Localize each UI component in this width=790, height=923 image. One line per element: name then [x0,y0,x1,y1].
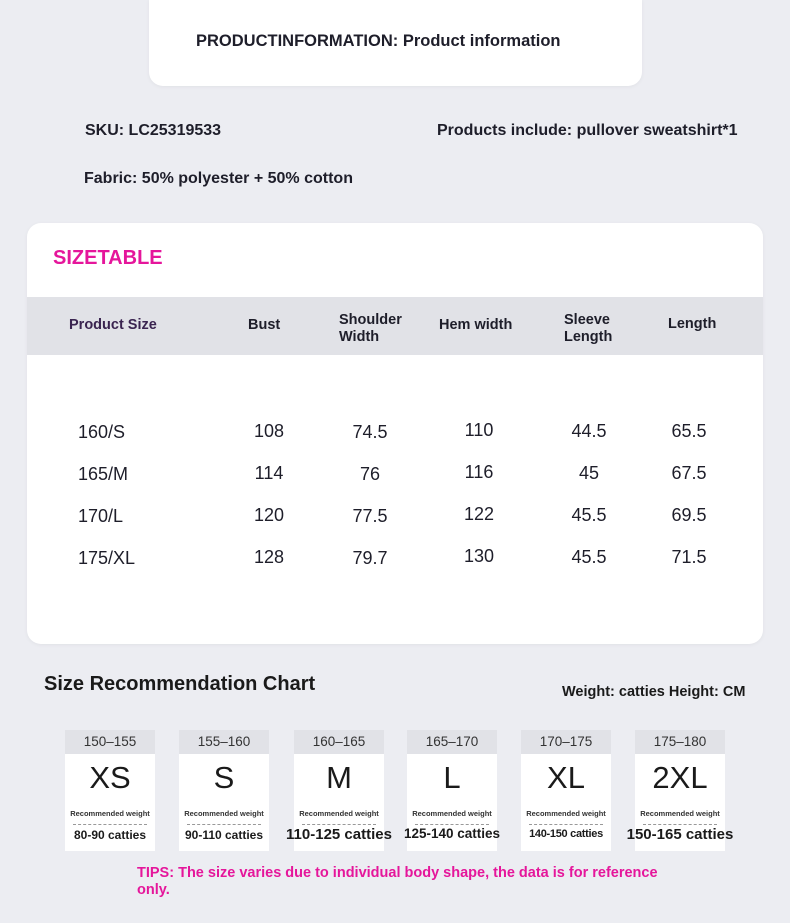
recommended-weight-label: Recommended weight [640,809,720,818]
recommended-weight-label: Recommended weight [70,809,150,818]
size-label: 2XL [652,760,708,795]
height-range: 155–160 [179,730,269,754]
weight-range: 110-125 catties [286,826,392,843]
height-range: 175–180 [635,730,725,754]
size-table-header [27,297,763,355]
size-card-s [179,730,269,851]
table-cell: 114 [254,463,284,483]
size-card-2xl [626,730,734,851]
weight-range: 90-110 catties [184,828,264,842]
recommended-weight-label: Recommended weight [412,809,492,818]
table-cell: 108 [253,421,285,441]
size-label: L [443,760,461,795]
size-label: S [213,760,235,795]
table-cell: 170/L [78,506,124,526]
table-cell: 120 [253,505,285,525]
product-info-title: PRODUCTINFORMATION: Product information [196,32,561,50]
table-cell: 44.5 [571,421,607,441]
table-cell: 77.5 [352,506,388,526]
weight-range: 80-90 catties [73,828,147,842]
table-cell: 122 [463,504,495,524]
size-label: XL [547,760,585,795]
size-card-m [286,730,392,851]
includes-text: Products include: pullover sweatshirt*1 [437,122,738,139]
height-range: 150–155 [65,730,155,754]
header-hem-width: Hem width [439,317,513,333]
recommended-weight-label: Recommended weight [299,809,379,818]
size-card-xl [521,730,611,851]
table-cell: 130 [463,546,495,566]
header-length: Length [668,316,717,332]
table-cell: 74.5 [352,422,388,442]
size-table-card [27,223,763,644]
height-range: 160–165 [294,730,384,754]
height-range: 165–170 [407,730,497,754]
table-cell: 110 [464,420,494,440]
table-cell: 67.5 [671,463,707,483]
sku-text: SKU: LC25319533 [85,122,222,139]
header-product-size: Product Size [69,317,157,333]
table-cell: 128 [253,547,285,567]
table-cell: 76 [359,464,381,484]
units-label: Weight: catties Height: CM [562,684,746,700]
recommendation-title: Size Recommendation Chart [44,673,316,695]
tips-text: TIPS: The size varies due to individual body shape, the data is for reference only. [137,865,658,898]
size-table-heading: SIZETABLE [53,247,163,269]
header-bust: Bust [248,317,281,333]
recommended-weight-label: Recommended weight [184,809,264,818]
table-cell: 69.5 [671,505,707,525]
weight-range: 140-150 catties [529,828,603,840]
size-card-l [403,730,501,851]
table-cell: 116 [464,462,494,482]
table-cell: 175/XL [78,548,136,568]
size-card-xs [65,730,155,851]
table-cell: 45.5 [571,547,607,567]
header-sleeve-length: Sleeve Length [564,312,613,345]
table-cell: 165/M [78,464,129,484]
table-cell: 45 [578,463,600,483]
height-range: 170–175 [521,730,611,754]
size-label: M [326,760,352,795]
table-cell: 71.5 [671,547,707,567]
size-label: XS [89,760,131,795]
weight-range: 150-165 catties [626,826,734,843]
fabric-text: Fabric: 50% polyester + 50% cotton [84,170,353,187]
table-cell: 65.5 [671,421,707,441]
recommended-weight-label: Recommended weight [526,809,606,818]
product-info-card [149,0,642,86]
table-cell: 160/S [78,422,126,442]
table-cell: 79.7 [352,548,388,568]
table-cell: 45.5 [571,505,607,525]
header-shoulder-width: Shoulder Width [339,312,402,345]
weight-range: 125-140 catties [403,826,501,841]
